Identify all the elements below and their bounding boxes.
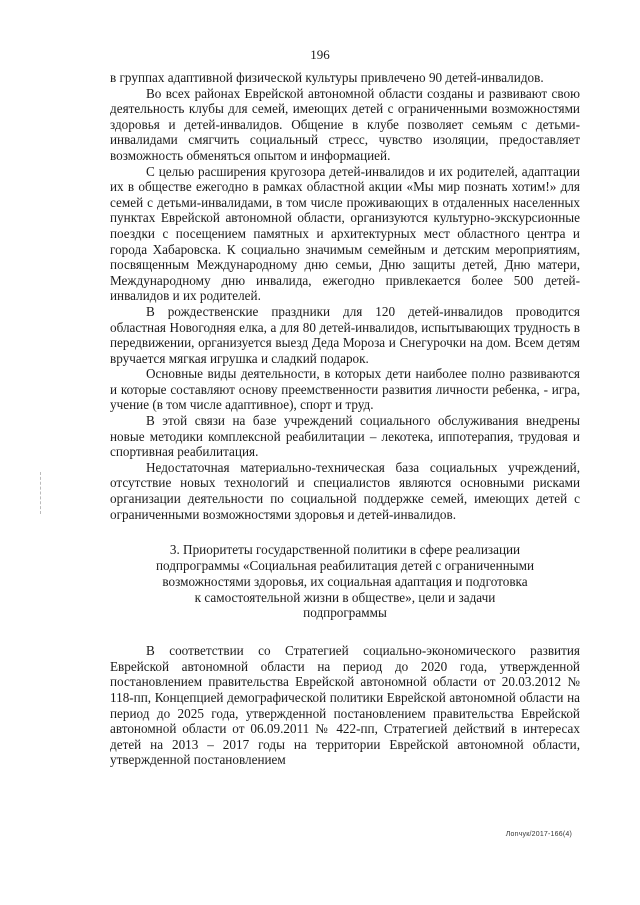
paragraph-excursions: С целью расширения кругозора детей-инвалидов и их родителей, адаптации их в обществе ежегодно в рамках областной акции «Мы мир познать хотим!» для семей с детьми-инвалидами, в том числе проживающих в отдаленных населенных пунктах Еврейской автономной области, организуются культурно-экскурсионные поездки с посещением памятных и архитектурных мест областного центра и города Хабаровска. К социально значимым семейным и детским мероприятиям, посвященным Международному дню семьи, Дню защиты детей, Дню матери, Международному дню инвалида, ежегодно привлекается более 500 детей-инвалидов и их родителей.	[110, 163, 580, 304]
page-number: 196	[310, 47, 330, 62]
paragraph-strategy: В соответствии со Стратегией социально-экономического развития Еврейской автономной области на период до 2020 года, утвержденной постановлением правительства Еврейской автономной области от 20.03.2012 № 118-пп, Концепцией демографической политики Еврейской автономной области на период до 2025 года, утвержденной постановлением правительства Еврейской автономной области от 06.09.2011 № 422-пп, Стратегией действий в интересах детей на 2013 – 2017 годы на территории Еврейской автономной области, утвержденной постановлением	[110, 643, 580, 768]
document-body	[110, 70, 580, 768]
scan-margin-mark	[40, 472, 41, 514]
heading-line: 3. Приоритеты государственной политики в сфере реализации	[169, 542, 521, 558]
heading-line: подпрограммы «Социальная реабилитация детей с ограниченными	[155, 558, 535, 574]
paragraph-continuation: в группах адаптивной физической культуры привлечено 90 детей-инвалидов.	[110, 70, 544, 85]
heading-line: подпрограммы	[303, 605, 387, 621]
heading-line: к самостоятельной жизни в обществе», цели и задачи	[194, 589, 496, 605]
paragraph-christmas: В рождественские праздники для 120 детей-инвалидов проводится областная Новогодняя елка, а для 80 детей-инвалидов, испытывающих трудность в передвижении, организуется выезд Деда Мороза и Снегурочки на дом. Всем детям вручается мягкая игрушка и сладкий подарок.	[110, 303, 580, 366]
heading-line: возможностями здоровья, их социальная адаптация и подготовка	[162, 573, 528, 589]
paragraph-family-clubs: Во всех районах Еврейской автономной области созданы и развивают свою деятельность клубы для семей, имеющих детей с ограниченными возможностями здоровья и детей-инвалидов. Общение в клубе позволяет семьям с детьми-инвалидами смягчить социальный стресс, чувство изоляции, предоставляет возможность обменяться опытом и информацией.	[110, 85, 580, 163]
paragraph-risks: Недостаточная материально-техническая база социальных учреждений, отсутствие новых технологий и специалистов являются основными рисками организации деятельности по социальной поддержке семей, имеющих детей с ограниченными возможностями здоровья и детей-инвалидов.	[110, 459, 580, 522]
footer-document-code: Лоnчук/2017-166(4)	[505, 831, 572, 838]
paragraph-activities: Основные виды деятельности, в которых дети наиболее полно развиваются и которые составляют основу преемственности развития личности ребенка, - игра, учение (в том числе адаптивное), спорт и труд.	[110, 366, 580, 413]
paragraph-rehabilitation: В этой связи на базе учреждений социального обслуживания внедрены новые методики комплексной реабилитации – лекотека, иппотерапия, трудовая и спортивная реабилитация.	[110, 413, 580, 460]
section-heading	[110, 542, 580, 621]
